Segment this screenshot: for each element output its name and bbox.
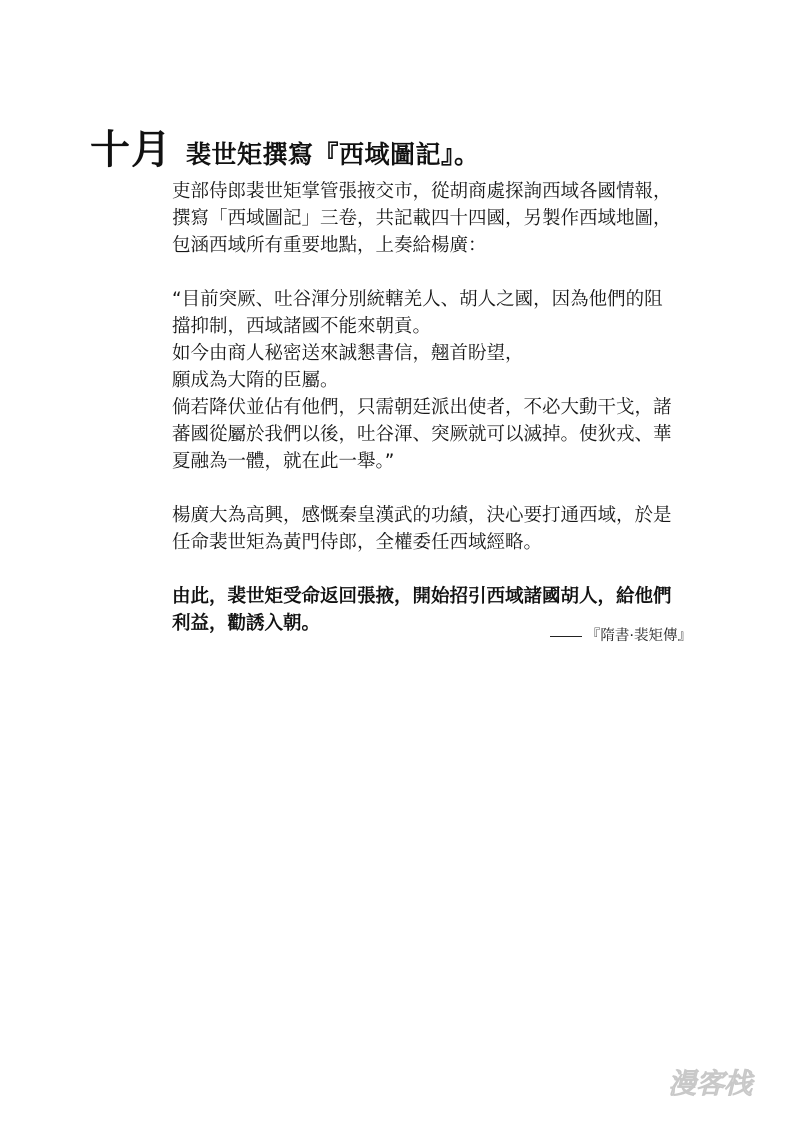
month-label: 十月	[90, 126, 172, 173]
source-citation	[550, 624, 692, 645]
watermark-logo	[654, 1063, 766, 1103]
text-line: 蕃國從屬於我們以後，吐谷渾、突厥就可以滅掉。使狄戎、華	[172, 424, 672, 445]
chapter-heading	[90, 118, 480, 175]
text-line: 楊廣大為高興，感慨秦皇漢武的功績，決心要打通西域，於是	[172, 505, 672, 526]
text-line: 倘若降伏並佔有他們，只需朝廷派出使者，不必大動干戈，諸	[172, 397, 672, 418]
chapter-title: 裴世矩撰寫『西域圖記』。	[186, 140, 480, 169]
paragraph-intro	[172, 178, 732, 259]
text-line: 願成為大隋的臣屬。	[172, 370, 339, 391]
paragraph-response	[172, 502, 732, 556]
paragraph-quote	[172, 286, 732, 475]
text-line: “目前突厥、吐谷渾分別統轄羌人、胡人之國，因為他們的阻	[172, 289, 663, 310]
text-line: 吏部侍郎裴世矩掌管張掖交市，從胡商處探詢西域各國情報，	[172, 181, 672, 202]
text-line: 包涵西域所有重要地點，上奏給楊廣：	[172, 235, 487, 256]
citation-text: 『隋書·裴矩傳』	[585, 628, 692, 644]
text-line: 夏融為一體，就在此一舉。”	[172, 451, 395, 472]
svg-text:漫客栈: 漫客栈	[667, 1067, 753, 1100]
citation-dash	[550, 636, 582, 637]
text-line: 撰寫「西域圖記」三卷，共記載四十四國，另製作西域地圖，	[172, 208, 672, 229]
text-line: 任命裴世矩為黃門侍郎，全權委任西域經略。	[172, 532, 543, 553]
text-line: 由此，裴世矩受命返回張掖，開始招引西域諸國胡人，給他們	[172, 586, 672, 607]
text-line: 如今由商人秘密送來誠懇書信，翹首盼望，	[172, 343, 524, 364]
body-text	[172, 178, 732, 637]
text-line: 擋抑制，西域諸國不能來朝貢。	[172, 316, 432, 337]
text-line: 利益，勸誘入朝。	[172, 613, 321, 634]
